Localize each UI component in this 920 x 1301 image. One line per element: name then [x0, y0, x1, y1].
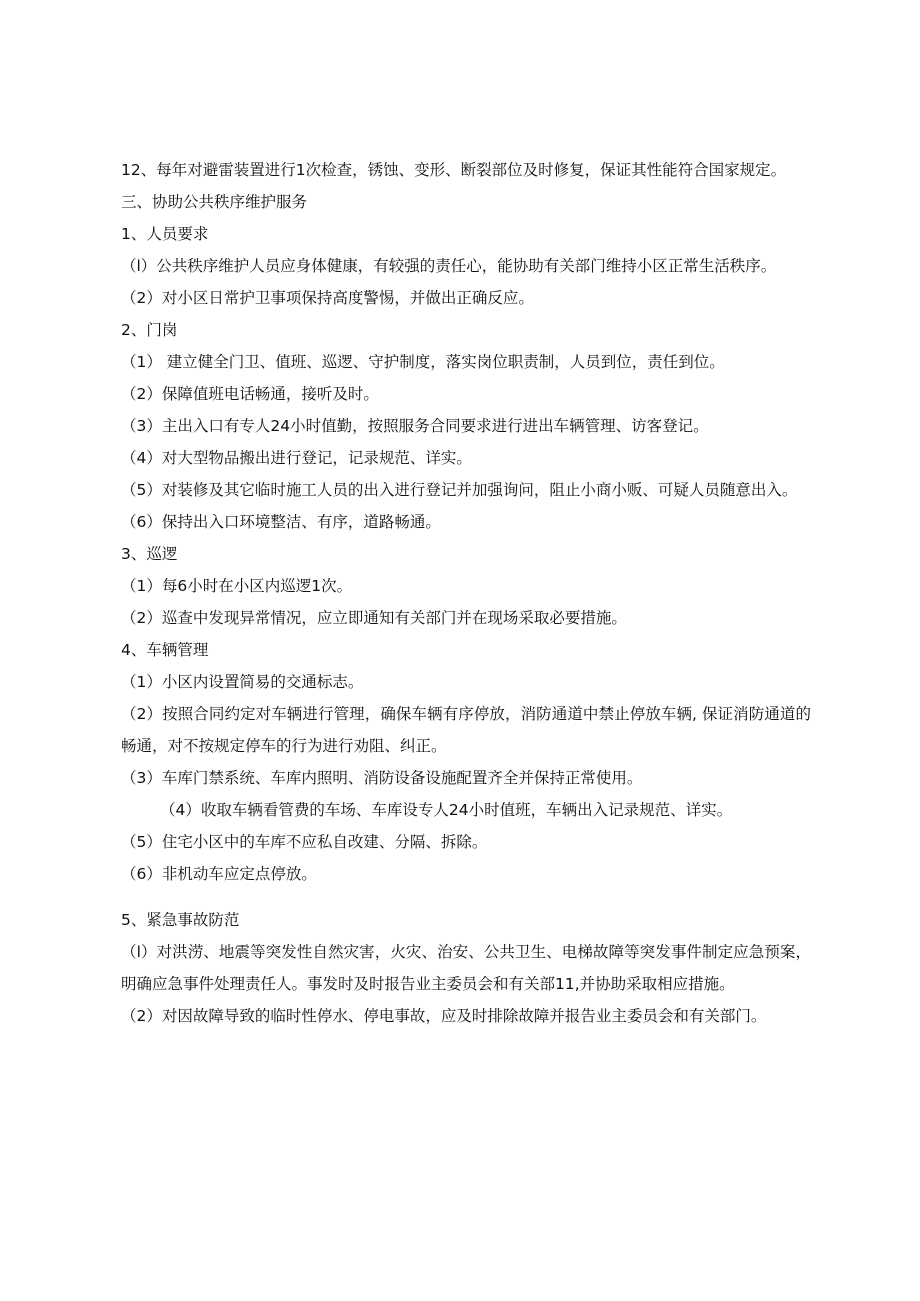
paragraph-vehicles-4: （4）收取车辆看管费的车场、车库设专人24小时值班，车辆出入记录规范、详实。 — [160, 801, 733, 819]
paragraph-gate-6: （6）保持出入口环境整洁、有序，道路畅通。 — [121, 513, 441, 531]
paragraph-vehicles-2: （2）按照合同约定对车辆进行管理，确保车辆有序停放，消防通道中禁止停放车辆, 保证消防通道的畅通，对不按规定停车的行为进行劝阻、纠正。 — [121, 705, 811, 755]
paragraph-patrol-1: （1）每6小时在小区内巡逻1次。 — [121, 577, 353, 595]
paragraph-personnel-1: （l）公共秩序维护人员应身体健康，有较强的责任心，能协助有关部门维持小区正常生活秩序。 — [121, 257, 777, 275]
paragraph-gate-2: （2）保障值班电话畅通，接听及时。 — [121, 385, 379, 403]
paragraph-vehicles-1: （1）小区内设置简易的交通标志。 — [121, 673, 364, 691]
paragraph-personnel-2: （2）对小区日常护卫事项保持高度警惕，并做出正确反应。 — [121, 289, 534, 307]
paragraph-vehicles-6: （6）非机动车应定点停放。 — [121, 865, 317, 883]
paragraph-lightning-inspection: 12、每年对避雷装置进行1次检查，锈蚀、变形、断裂部位及时修复，保证其性能符合国家规定。 — [121, 161, 787, 179]
subheading-emergency: 5、紧急事故防范 — [121, 911, 240, 929]
paragraph-gate-1: （1） 建立健全门卫、值班、巡逻、守护制度，落实岗位职责制，人员到位，责任到位。 — [121, 353, 725, 371]
subheading-vehicles: 4、车辆管理 — [121, 641, 209, 659]
paragraph-vehicles-5: （5）住宅小区中的车库不应私自改建、分隔、拆除。 — [121, 833, 488, 851]
paragraph-gate-4: （4）对大型物品搬出进行登记，记录规范、详实。 — [121, 449, 472, 467]
subheading-patrol: 3、巡逻 — [121, 545, 178, 563]
subheading-personnel: 1、人员要求 — [121, 225, 209, 243]
paragraph-emergency-1: （l）对洪涝、地震等突发性自然灾害，火灾、治安、公共卫生、电梯故障等突发事件制定应急预案，明确应急事件处理责任人。事发时及时报告业主委员会和有关部11,并协助采取相应措施。 — [121, 943, 811, 993]
paragraph-gate-5: （5）对装修及其它临时施工人员的出入进行登记并加强询问，阻止小商小贩、可疑人员随意出入。 — [121, 481, 798, 499]
paragraph-emergency-2: （2）对因故障导致的临时性停水、停电事故，应及时排除故障并报告业主委员会和有关部门。 — [121, 1007, 767, 1025]
paragraph-gate-3: （3）主出入口有专人24小时值勤，按照服务合同要求进行进出车辆管理、访客登记。 — [121, 417, 709, 435]
paragraph-patrol-2: （2）巡查中发现异常情况，应立即通知有关部门并在现场采取必要措施。 — [121, 609, 627, 627]
subheading-gate: 2、门岗 — [121, 321, 178, 339]
paragraph-vehicles-3: （3）车库门禁系统、车库内照明、消防设备设施配置齐全并保持正常使用。 — [121, 769, 643, 787]
section-heading-public-order: 三、协助公共秩序维护服务 — [121, 193, 308, 211]
document-body — [121, 154, 811, 1032]
